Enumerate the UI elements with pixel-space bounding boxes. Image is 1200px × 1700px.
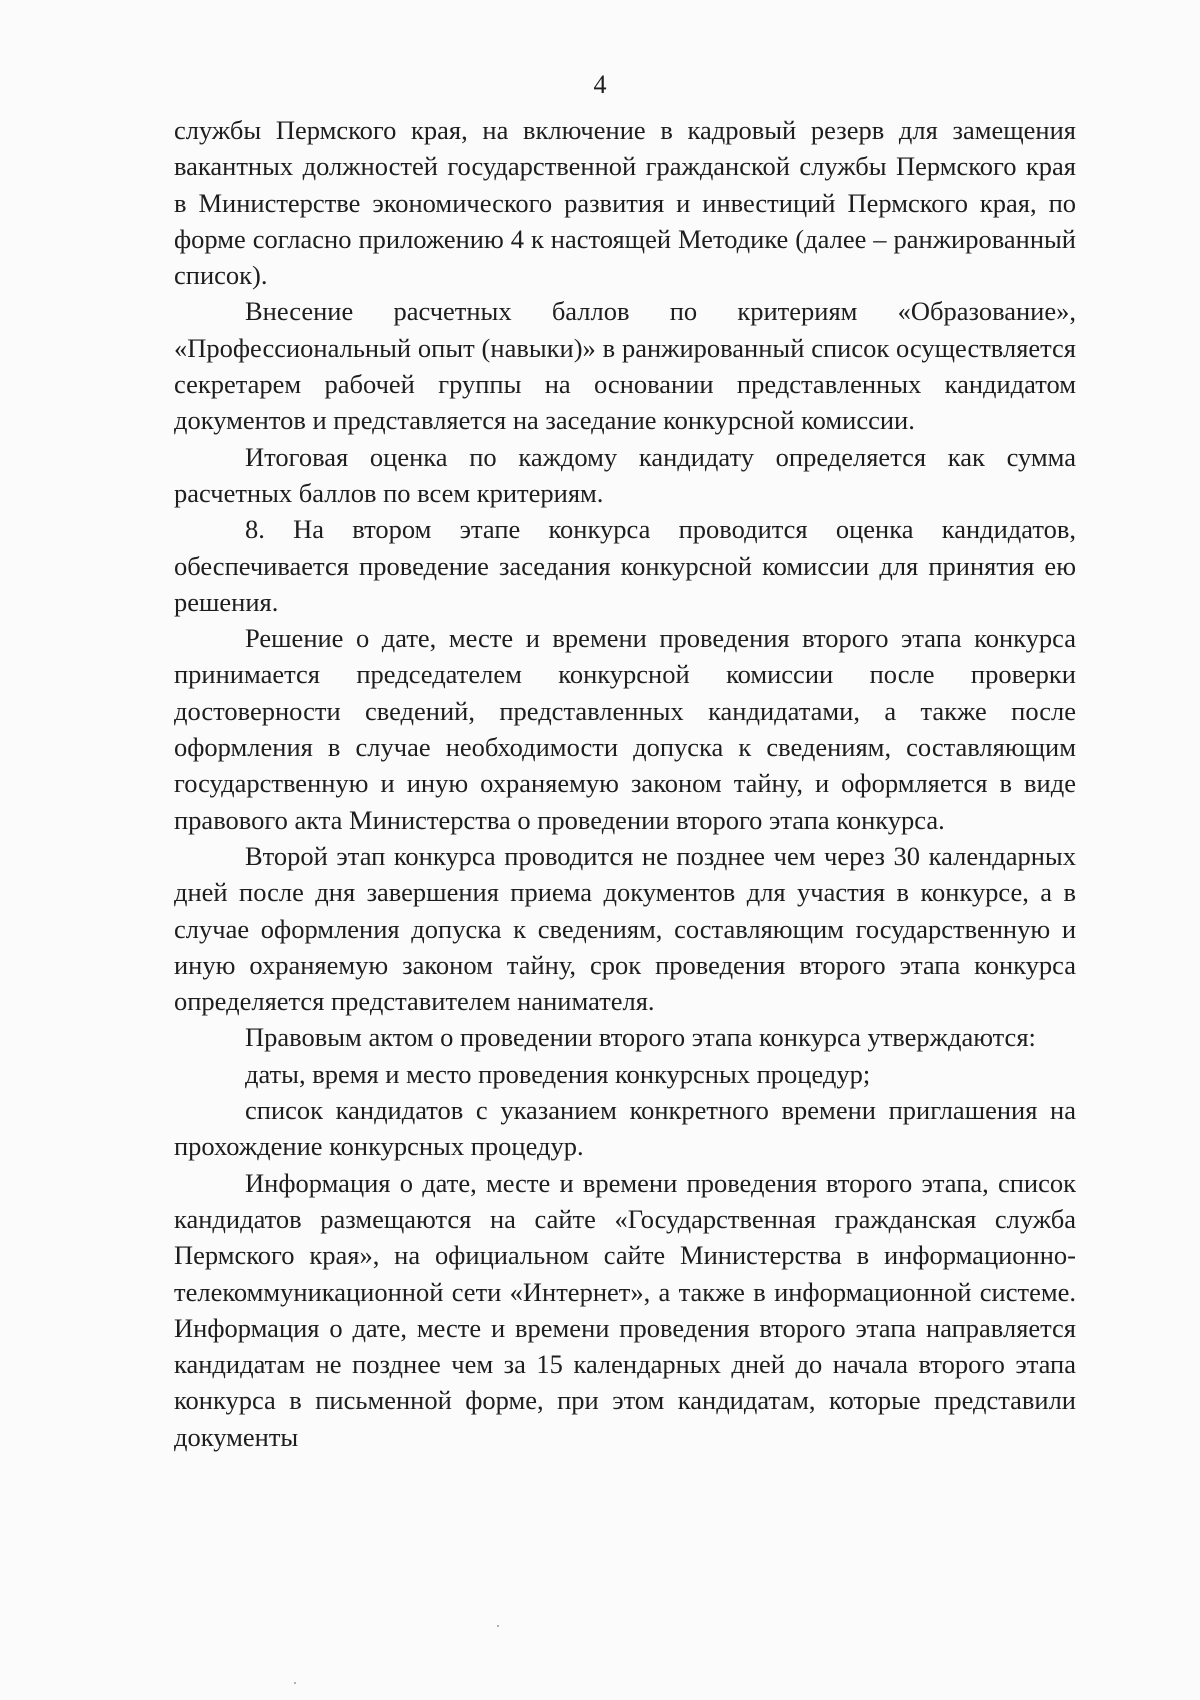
paragraph-second-stage-decision: Решение о дате, месте и времени проведения второго этапа конкурса принимается председателем конкурсной комиссии после проверки достоверности сведений, представленных кандидатами, а также после оформления в случае необходимости допуска к сведениям, составляющим государственную и иную охраняемую законом тайну, и оформляется в виде правового акта Министерства о проведении второго этапа конкурса.	[174, 623, 1076, 835]
document-body	[174, 112, 1076, 1455]
paragraph-second-stage-timing: Второй этап конкурса проводится не позднее чем через 30 календарных дней после дня завершения приема документов для участия в конкурсе, а в случае оформления допуска к сведениям, составляющим государственную и иную охраняемую законом тайну, срок проведения второго этапа конкурса определяется представителем нанимателя.	[174, 840, 1076, 1017]
scan-speck	[497, 1625, 499, 1627]
paragraph-legal-act: Правовым актом о проведении второго этапа конкурса утверждаются:	[245, 1022, 1036, 1053]
paragraph-publication: Информация о дате, месте и времени проведения второго этапа, список кандидатов размещаются на сайте «Государственная гражданская служба Пермского края», на официальном сайте Министерства в информационно-телекоммуникационной сети «Интернет», а также в информационной системе. Информация о дате, месте и времени проведения второго этапа направляется кандидатам не позднее чем за 15 календарных дней до начала второго этапа конкурса в письменной форме, при этом кандидатам, которые представили документы	[174, 1167, 1076, 1452]
paragraph-final-score: Итоговая оценка по каждому кандидату определяется как сумма расчетных баллов по всем критериям.	[174, 441, 1076, 508]
list-item-candidates: список кандидатов с указанием конкретного времени приглашения на прохождение конкурсных процедур.	[174, 1095, 1076, 1162]
paragraph-ranked-list-intro: службы Пермского края, на включение в кадровый резерв для замещения вакантных должностей государственной гражданской службы Пермского края в Министерстве экономического развития и инвестиций Пермского края, по форме согласно приложению 4 к настоящей Методике (далее – ранжированный список).	[174, 115, 1076, 291]
list-item-dates: даты, время и место проведения конкурсных процедур;	[245, 1058, 871, 1089]
scan-speck	[294, 1682, 296, 1684]
paragraph-score-entry: Внесение расчетных баллов по критериям «Образование», «Профессиональный опыт (навыки)» в ранжированный список осуществляется секретарем рабочей группы на основании представленных кандидатом документов и представляется на заседание конкурсной комиссии.	[174, 296, 1076, 436]
paragraph-item-8: 8. На втором этапе конкурса проводится оценка кандидатов, обеспечивается проведение заседания конкурсной комиссии для принятия ею решения.	[174, 514, 1076, 617]
page-number: 4	[593, 70, 607, 99]
